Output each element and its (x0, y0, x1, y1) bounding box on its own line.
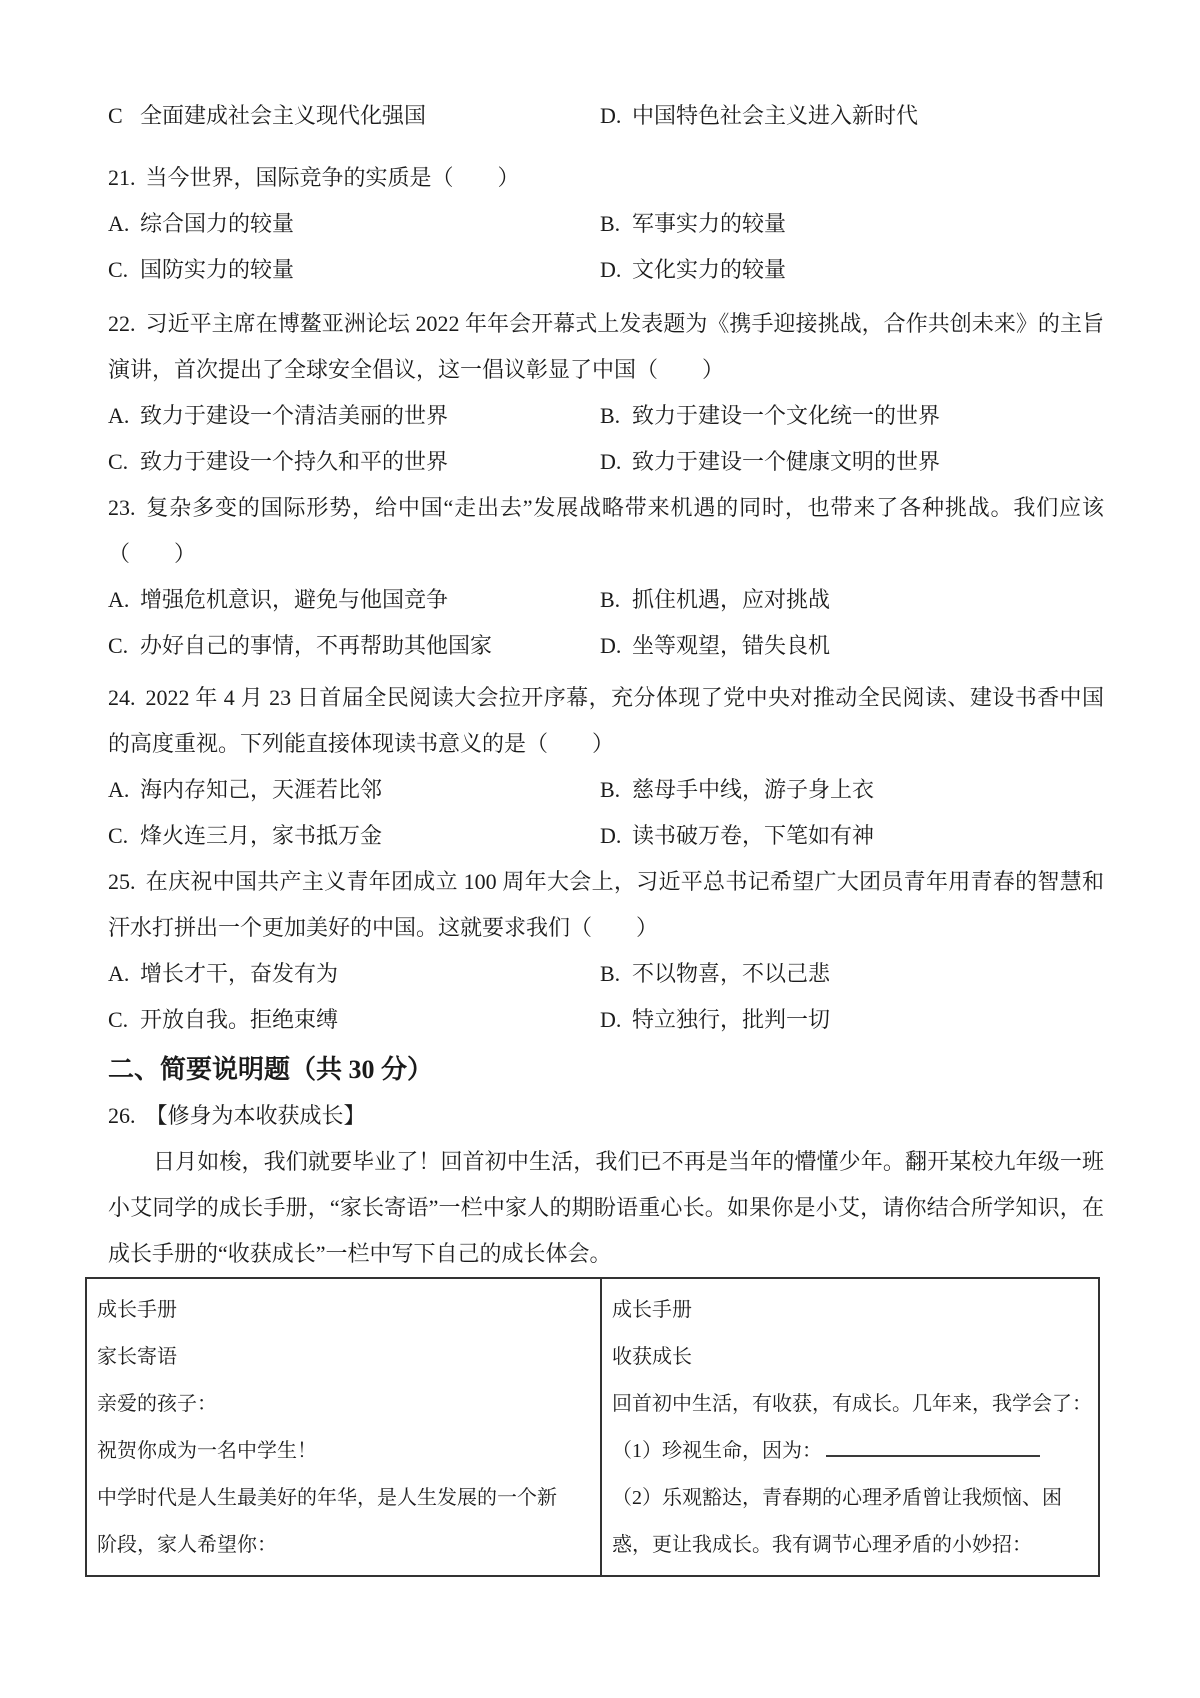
option-label: C. (108, 257, 129, 282)
question-25 (108, 859, 1104, 1043)
question-stem-text: 2022 年 4 月 23 日首届全民阅读大会拉开序幕，充分体现了党中央对推动全民阅读、建设书香中国的高度重视。下列能直接体现读书意义的是（ ） (108, 685, 1104, 756)
option-label: C (108, 103, 123, 128)
option-label: D. (600, 633, 622, 658)
table-line: 收获成长 (612, 1346, 692, 1368)
option-text: 抓住机遇，应对挑战 (632, 587, 831, 612)
option-text: 综合国力的较量 (140, 211, 295, 236)
option-label: B. (600, 587, 621, 612)
options-row-cd (108, 997, 1104, 1043)
option-label: D. (600, 449, 622, 474)
option-d (600, 813, 1104, 859)
section-2-heading: 二、简要说明题（共 30 分） (108, 1055, 434, 1084)
table-line: 祝贺你成为一名中学生！ (97, 1440, 317, 1462)
answer-blank-label: （1）珍视生命，因为： (612, 1440, 822, 1462)
option-text: 开放自我。拒绝束缚 (140, 1007, 339, 1032)
options-row-cd (108, 813, 1104, 859)
options-row-ab (108, 201, 1104, 247)
parents-message-cell (87, 1279, 602, 1575)
option-label: A. (108, 211, 130, 236)
question-stem (108, 155, 1104, 201)
options-row-ab (108, 767, 1104, 813)
option-b (600, 577, 1104, 623)
table-line: 中学时代是人生最美好的年华，是人生发展的一个新 (97, 1487, 557, 1509)
question-number: 22. (108, 311, 136, 336)
option-label: C. (108, 633, 129, 658)
question-22 (108, 301, 1104, 485)
option-label: D. (600, 823, 622, 848)
option-text: 致力于建设一个健康文明的世界 (632, 449, 941, 474)
table-line: 家长寄语 (97, 1346, 177, 1368)
option-b (600, 767, 1104, 813)
option-c (108, 439, 600, 485)
option-text: 文化实力的较量 (632, 257, 787, 282)
option-a (108, 767, 600, 813)
option-a (108, 393, 600, 439)
option-b (600, 393, 1104, 439)
option-d (600, 623, 1104, 669)
growth-harvest-cell (602, 1279, 1102, 1575)
question-number: 25. (108, 869, 136, 894)
option-d (600, 997, 1104, 1043)
option-d (600, 439, 1104, 485)
option-text: 办好自己的事情，不再帮助其他国家 (140, 633, 493, 658)
option-label: C. (108, 1007, 129, 1032)
option-text: 增长才干，奋发有为 (140, 961, 339, 986)
growth-handbook-table (85, 1277, 1100, 1577)
option-text: 增强危机意识，避免与他国竞争 (140, 587, 449, 612)
options-row-ab (108, 577, 1104, 623)
option-text: 坐等观望，错失良机 (632, 633, 831, 658)
question-number: 26. (108, 1103, 136, 1128)
option-label: B. (600, 777, 621, 802)
option-c (108, 623, 600, 669)
options-row-ab (108, 393, 1104, 439)
option-text: 致力于建设一个文化统一的世界 (632, 403, 941, 428)
table-line: 亲爱的孩子： (97, 1393, 217, 1415)
option-label: C. (108, 449, 129, 474)
option-text: 国防实力的较量 (140, 257, 295, 282)
question-26-title: 【修身为本收获成长】 (145, 1103, 366, 1128)
options-row-cd (108, 247, 1104, 293)
options-row-ab (108, 951, 1104, 997)
question-stem (108, 485, 1104, 577)
options-row-cd (108, 623, 1104, 669)
option-b (600, 201, 1104, 247)
option-text: 特立独行，批判一切 (632, 1007, 831, 1032)
option-text: 不以物喜，不以己悲 (632, 961, 831, 986)
option-label: B. (600, 961, 621, 986)
option-text: 全面建成社会主义现代化强国 (140, 103, 427, 128)
question-stem-text: 在庆祝中国共产主义青年团成立 100 周年大会上，习近平总书记希望广大团员青年用青春的智慧和汗水打拼出一个更加美好的中国。这就要求我们（ ） (108, 869, 1104, 940)
option-c (108, 813, 600, 859)
question-stem-text: 习近平主席在博鳌亚洲论坛 2022 年年会开幕式上发表题为《携手迎接挑战，合作共创未来》的主旨演讲，首次提出了全球安全倡议，这一倡议彰显了中国（ ） (108, 311, 1104, 382)
question-stem-text: 当今世界，国际竞争的实质是（ ） (145, 165, 520, 190)
option-text: 军事实力的较量 (632, 211, 787, 236)
option-label: A. (108, 961, 130, 986)
question-20-options-row-cd (108, 93, 1104, 139)
question-number: 21. (108, 165, 136, 190)
option-text: 读书破万卷，下笔如有神 (632, 823, 875, 848)
option-label: D. (600, 103, 622, 128)
option-label: A. (108, 403, 130, 428)
question-number: 23. (108, 495, 136, 520)
question-24 (108, 675, 1104, 859)
table-line: 回首初中生活，有收获，有成长。几年来，我学会了： (612, 1393, 1092, 1415)
option-text: 中国特色社会主义进入新时代 (632, 103, 919, 128)
option-a (108, 577, 600, 623)
table-line: 成长手册 (612, 1299, 692, 1321)
question-23 (108, 485, 1104, 669)
option-text: 致力于建设一个持久和平的世界 (140, 449, 449, 474)
option-b (600, 951, 1104, 997)
option-label: D. (600, 257, 622, 282)
option-a (108, 201, 600, 247)
table-line: （2）乐观豁达，青春期的心理矛盾曾让我烦恼、困 (612, 1487, 1062, 1509)
option-d (600, 93, 1104, 139)
question-stem (108, 301, 1104, 393)
option-c (108, 997, 600, 1043)
question-stem (108, 675, 1104, 767)
table-line: 惑，更让我成长。我有调节心理矛盾的小妙招： (612, 1534, 1032, 1556)
option-text: 烽火连三月，家书抵万金 (140, 823, 383, 848)
option-text: 致力于建设一个清洁美丽的世界 (140, 403, 449, 428)
option-label: A. (108, 587, 130, 612)
answer-blank (826, 1437, 1040, 1457)
question-21 (108, 155, 1104, 293)
option-label: D. (600, 1007, 622, 1032)
option-d (600, 247, 1104, 293)
question-stem-text: 复杂多变的国际形势，给中国“走出去”发展战略带来机遇的同时，也带来了各种挑战。我们应该（ ） (108, 495, 1104, 566)
option-text: 海内存知己，天涯若比邻 (140, 777, 383, 802)
option-c (108, 247, 600, 293)
table-line: 成长手册 (97, 1299, 177, 1321)
option-text: 慈母手中线，游子身上衣 (632, 777, 875, 802)
option-label: B. (600, 211, 621, 236)
option-a (108, 951, 600, 997)
answer-blank-line (612, 1428, 1092, 1475)
question-26 (97, 1093, 1104, 1577)
options-row-cd (108, 439, 1104, 485)
question-26-heading (108, 1093, 1104, 1139)
option-label: B. (600, 403, 621, 428)
question-stem (108, 859, 1104, 951)
table-line: 阶段，家人希望你： (97, 1534, 277, 1556)
option-c (108, 93, 600, 139)
option-label: C. (108, 823, 129, 848)
option-label: A. (108, 777, 130, 802)
question-26-intro-paragraph: 日月如梭，我们就要毕业了！回首初中生活，我们已不再是当年的懵懂少年。翻开某校九年级一班小艾同学的成长手册，“家长寄语”一栏中家人的期盼语重心长。如果你是小艾，请你结合所学知识，在成长手册的“收获成长”一栏中写下自己的成长体会。 (108, 1149, 1104, 1266)
question-number: 24. (108, 685, 136, 710)
